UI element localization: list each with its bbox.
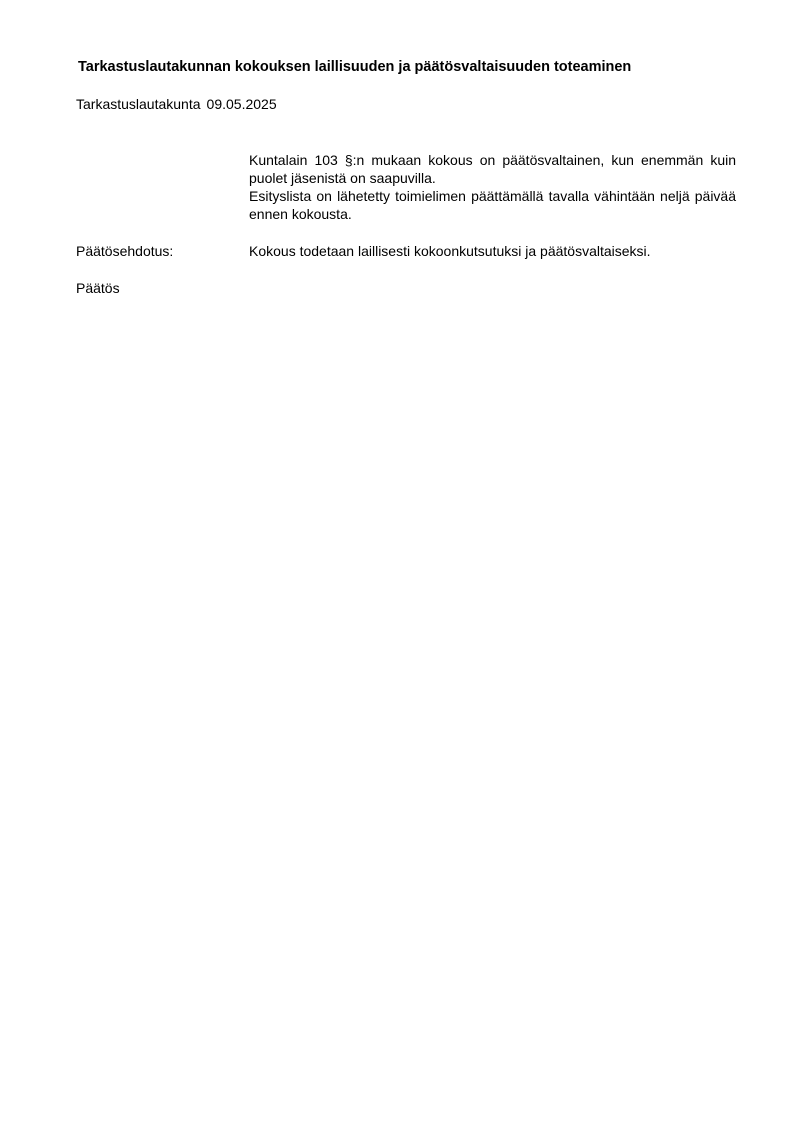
committee-name: Tarkastuslautakunta [76,96,201,112]
document-title: Tarkastuslautakunnan kokouksen laillisuuden ja päätösvaltaisuuden toteaminen [78,59,632,75]
decision-label: Päätös [76,280,120,296]
paragraph-quorum: Kuntalain 103 §:n mukaan kokous on päätösvaltainen, kun enemmän kuin puolet jäsenistä on saapuvilla. [249,152,736,186]
body-text [249,151,736,223]
proposal-label: Päätösehdotus: [76,243,174,259]
paragraph-agenda: Esityslista on lähetetty toimielimen päättämällä tavalla vähintään neljä päivää ennen kokousta. [249,188,736,222]
proposal-text: Kokous todetaan laillisesti kokoonkutsutuksi ja päätösvaltaiseksi. [249,243,651,259]
meeting-meta [76,95,277,113]
meeting-date: 09.05.2025 [206,96,277,112]
